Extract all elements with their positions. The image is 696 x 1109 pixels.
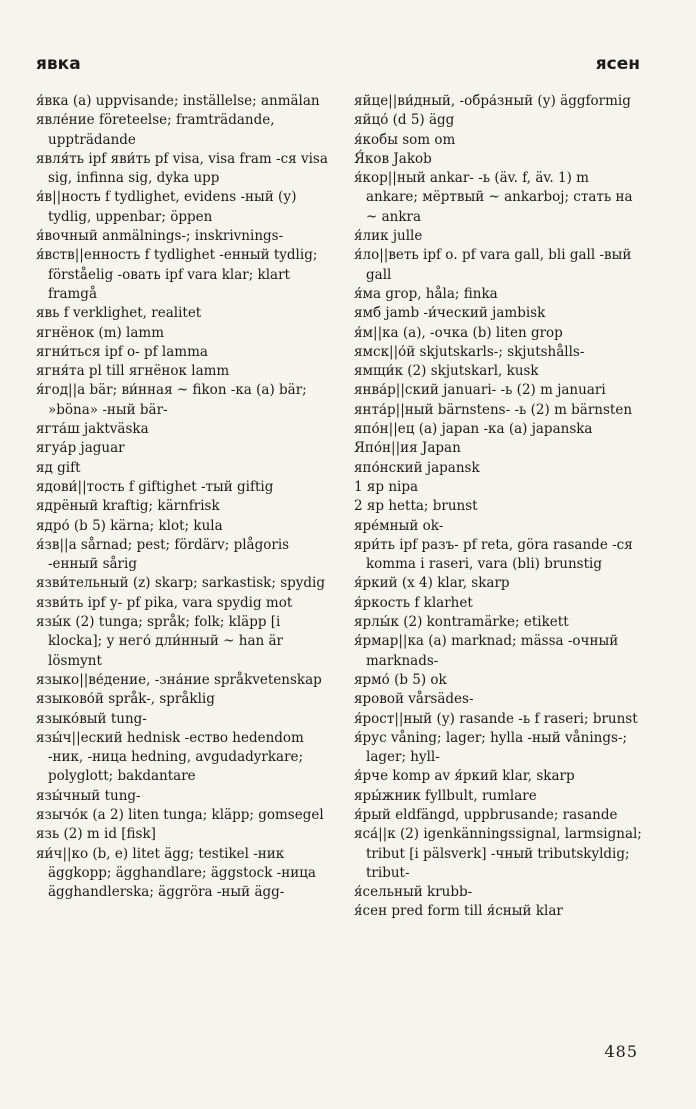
- dict-entry: языко́вый tung-: [36, 710, 147, 727]
- dict-entry: яйце||ви́дный, -обра́зный (у) äggformig: [354, 93, 631, 109]
- dict-entry: я́вка (а) uppvisande; inställelse; anmälan: [36, 93, 320, 109]
- dict-entry: ягня́та pl till ягнёнок lamm: [36, 363, 230, 380]
- dict-entry: ярлы́к (2) kontramärke; etikett: [354, 614, 569, 631]
- dict-entry: я́в||ность f tydlighet, evidens -ный (у) tydlig, uppenbar; öppen: [36, 189, 297, 225]
- dict-entry: яровой vårsädes-: [354, 691, 474, 708]
- dict-entry: яри́ть ipf разъ- pf reta, göra rasande -ся komma i raseri, vara (bli) brunstig: [354, 536, 633, 573]
- dict-entry: япо́н||ец (а) japan -ка (а) japanska: [354, 421, 593, 438]
- dict-entry: яи́ч||ко (b, e) litet ägg; testikel -ник äggkopp; ägghandlare; äggstock -ница ägghandlerska; äggröra -ный ägg-: [36, 845, 316, 901]
- dict-entry: язви́ть ipf у- pf pika, vara spydig mot: [36, 594, 293, 611]
- dict-entry: 1 яр nipa: [354, 478, 419, 495]
- dict-entry: я́зв||а sårnad; pest; fördärv; plågoris -енный sårig: [36, 536, 290, 573]
- dict-entry: ягни́ться ipf о- pf lamma: [36, 343, 208, 360]
- dict-entry: яйцо́ (d 5) ägg: [354, 112, 455, 129]
- dict-entry: ямск||о́й skjutskarls-; skjutshålls-: [354, 343, 585, 360]
- dict-entry: языково́й språk-, språklig: [36, 691, 215, 708]
- dict-entry: яре́мный ok-: [354, 517, 444, 534]
- dict-entry: явле́ние företeelse; framträdande, uppträdande: [36, 112, 275, 148]
- dict-entry: я́кобы som om: [354, 131, 456, 148]
- dict-entry: 2 яр hetta; brunst: [354, 498, 478, 515]
- dict-entry: я́рый eldfängd, uppbrusande; rasande: [354, 806, 618, 823]
- dict-entry: ягта́ш jaktväska: [36, 421, 149, 438]
- dict-entry: яд gift: [36, 459, 81, 476]
- dict-entry: ядро́ (b 5) kärna; klot; kula: [36, 517, 223, 534]
- dict-entry: явь f verklighet, realitet: [36, 305, 202, 322]
- dict-entry: языко||ве́дение, -зна́ние språkvetenskap: [36, 671, 322, 688]
- dict-entry: ямщи́к (2) skjutskarl, kusk: [354, 363, 539, 380]
- dict-entry: я́рмар||ка (а) marknad; mässa -очный marknads-: [354, 633, 619, 669]
- dict-entry: я́кор||ный ankar- -ь (äv. f, äv. 1) m ankare; мёртвый ~ ankarboj; стать на ~ ankra: [354, 170, 633, 225]
- dict-entry: я́рус våning; lager; hylla -ный vånings-; lager; hyll-: [354, 729, 628, 766]
- dict-entry: я́год||а bär; ви́нная ~ fikon -ка (а) bär; »böna» -ный bär-: [36, 382, 307, 418]
- dict-entry: я́вств||енность f tydlighet -енный tydlig; förståelig -овать ipf vara klar; klart framgå: [36, 247, 318, 302]
- dict-entry: я́рост||ный (у) rasande -ь f raseri; brunst: [354, 710, 638, 727]
- dict-entry: язви́тельный (z) skarp; sarkastisk; spydig: [36, 575, 325, 592]
- dict-entry: ямб jamb -и́ческий jambisk: [354, 305, 546, 322]
- dict-entry: ягнёнок (m) lamm: [36, 324, 165, 341]
- dict-entry: ярмо́ (b 5) ok: [354, 671, 447, 688]
- dict-entry: я́ркость f klarhet: [354, 594, 473, 611]
- dict-entry: ягуа́р jaguar: [36, 440, 125, 457]
- dict-entry: язы́ч||еский hednisk -ество hedendom -ник, -ница hedning, avgudadyrkare; polyglott; bakdantare: [36, 729, 304, 785]
- dict-entry: явля́ть ipf яви́ть pf visa, visa fram -ся visa sig, infinna sig, dyka upp: [36, 150, 328, 187]
- dict-entry: я́лик julle: [354, 228, 423, 245]
- dict-entry: я́сельный krubb-: [354, 884, 473, 901]
- page-number: 485: [604, 1042, 638, 1061]
- dict-entry: я́м||ка (а), -очка (b) liten grop: [354, 324, 563, 341]
- dict-entry: язычо́к (а 2) liten tunga; kläpp; gomsegel: [36, 806, 324, 823]
- dict-entry: янта́р||ный bärnstens- -ь (2) m bärnsten: [354, 401, 633, 418]
- dict-entry: ядрёный kraftig; kärnfrisk: [36, 498, 220, 515]
- dict-entry: Я́ков Jakob: [354, 150, 432, 167]
- left-column: [36, 92, 328, 902]
- right-column: [354, 92, 644, 922]
- running-head-right: ясен: [595, 54, 640, 74]
- running-head-left: явка: [36, 54, 81, 74]
- dict-entry: Япо́н||ия Japan: [354, 440, 461, 457]
- dict-entry: ядови́||тость f giftighet -тый giftig: [36, 478, 274, 495]
- dict-entry: я́ма grop, håla; finka: [354, 285, 498, 302]
- dict-entry: язь (2) m id [fisk]: [36, 826, 156, 843]
- dict-entry: язы́к (2) tunga; språk; folk; kläpp [i klocka]; у него́ дли́нный ~ han är lösmynt: [36, 614, 283, 669]
- dict-entry: яса́||к (2) igenkänningssignal, larmsignal; tribut [i pälsverk] -чный tributskyldig; tribut-: [354, 826, 642, 881]
- dict-entry: я́ло||веть ipf о. pf vara gall, bli gall -вый gall: [354, 247, 632, 283]
- dict-entry: янва́р||ский januari- -ь (2) m januari: [354, 382, 606, 399]
- dict-entry: я́вочный anmälnings-; inskrivnings-: [36, 228, 284, 245]
- dict-entry: я́рче komp av я́ркий klar, skarp: [354, 768, 575, 785]
- dict-entry: язы́чный tung-: [36, 787, 141, 804]
- dict-entry: я́сен pred form till я́сный klar: [354, 903, 563, 920]
- dict-entry: я́ркий (x 4) klar, skarp: [354, 575, 510, 592]
- dict-entry: япо́нский japansk: [354, 459, 480, 476]
- dict-entry: яры́жник fyllbult, rumlare: [354, 787, 537, 804]
